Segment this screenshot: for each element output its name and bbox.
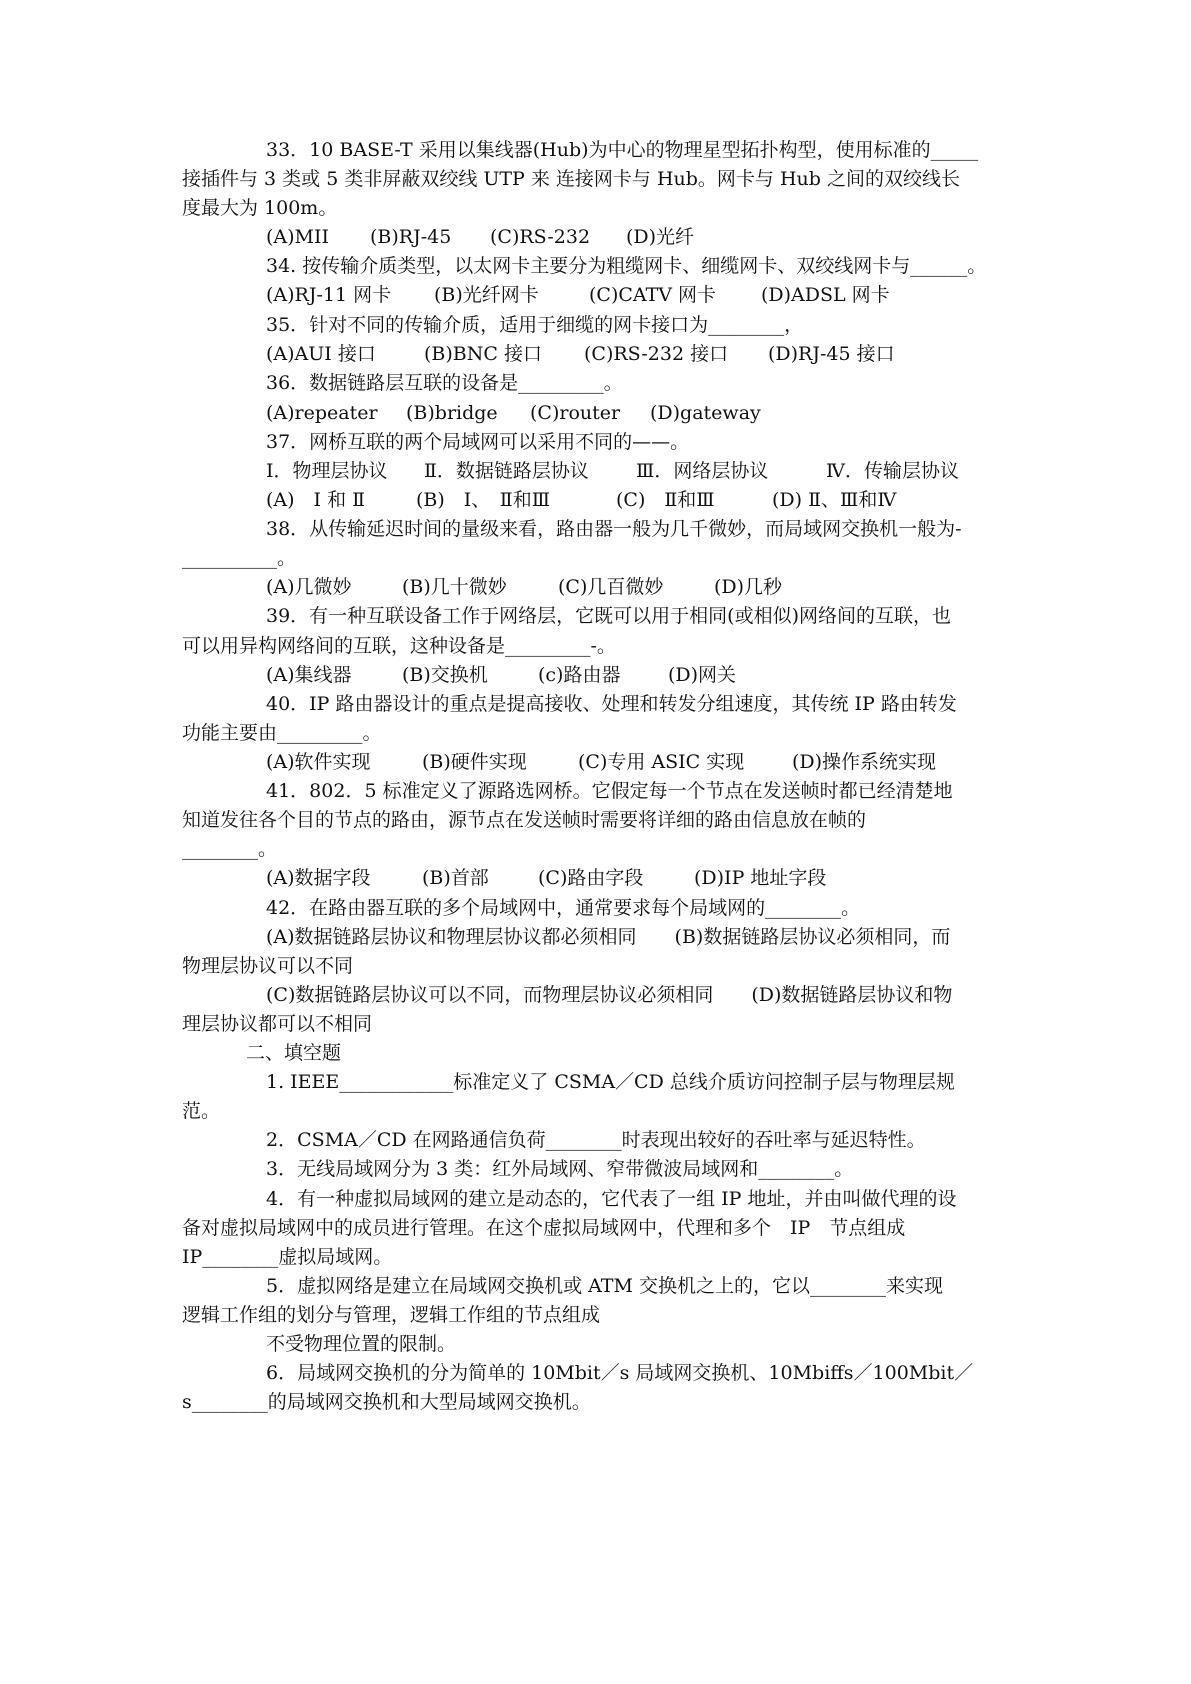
q40-line-2: 功能主要由_________。 (182, 722, 382, 744)
q41-line-2: 知道发往各个目的节点的路由，源节点在发送帧时需要将详细的路由信息放在帧的 (182, 809, 867, 831)
q37-line-1: 37．网桥互联的两个局域网可以采用不同的——。 (266, 431, 690, 453)
f1-line-1: 1. IEEE____________标准定义了 CSMA／CD 总线介质访问控制子层与物理层规 (266, 1071, 955, 1093)
q37-option-a: (A) I 和 Ⅱ (266, 489, 366, 511)
q40-options (266, 750, 1022, 774)
q42-option-cd-line-2: 理层协议都可以不相同 (182, 1013, 373, 1035)
q38-line-1: 38．从传输延迟时间的量级来看，路由器一般为几千微妙，而局域网交换机一般为- (266, 518, 962, 540)
q36-line-1: 36．数据链路层互联的设备是_________。 (266, 372, 623, 394)
q37-item-3: Ⅲ．网络层协议 (636, 460, 769, 482)
q40-option-a: (A)软件实现 (266, 751, 371, 773)
q37-item-1: I．物理层协议 (266, 460, 388, 482)
q35-option-c: (C)RS-232 接口 (584, 343, 729, 365)
f1-line-2: 范。 (182, 1100, 221, 1122)
q35-line-1: 35．针对不同的传输介质，适用于细缆的网卡接口为________， (266, 314, 804, 336)
q33-option-c: (C)RS-232 (490, 226, 591, 248)
q38-option-d: (D)几秒 (714, 576, 783, 598)
q41-option-c: (C)路由字段 (538, 867, 644, 889)
q39-line-1: 39．有一种互联设备工作于网络层，它既可以用于相同(或相似)网络间的互联，也 (266, 605, 952, 627)
q40-option-b: (B)硬件实现 (422, 751, 527, 773)
q36-option-c: (C)router (530, 402, 621, 424)
q38-option-a: (A)几微妙 (266, 576, 352, 598)
q34-option-d: (D)ADSL 网卡 (761, 284, 890, 306)
f4-line-3: IP________虚拟局域网。 (182, 1246, 393, 1268)
q42-option-cd-line-1: (C)数据链路层协议可以不同，而物理层协议必须相同 (D)数据链路层协议和物 (266, 984, 953, 1006)
q39-option-a: (A)集线器 (266, 664, 352, 686)
q42-option-ab-line-2: 物理层协议可以不同 (182, 955, 354, 977)
q41-options (266, 866, 1022, 890)
f5-line-2: 逻辑工作组的划分与管理，逻辑工作组的节点组成 (182, 1304, 601, 1326)
section-heading-fill-in: 二、填空题 (246, 1042, 342, 1064)
q37-item-2: Ⅱ．数据链路层协议 (424, 460, 589, 482)
q41-option-b: (B)首部 (422, 867, 489, 889)
q33-line-2: 接插件与 3 类或 5 类非屏蔽双绞线 UTP 来 连接网卡与 Hub。网卡与 Hub 之间的双绞线长 (182, 168, 960, 190)
f4-line-2: 备对虚拟局域网中的成员进行管理。在这个虚拟局域网中，代理和多个 IP 节点组成 (182, 1217, 906, 1239)
q33-line-1: 33．10 BASE-T 采用以集线器(Hub)为中心的物理星型拓扑构型，使用标准的_____ (266, 139, 979, 161)
q37-option-c: (C) Ⅱ和Ⅲ (616, 489, 715, 511)
q41-line-3: ________。 (182, 838, 278, 860)
f3-line-1: 3．无线局域网分为 3 类：红外局域网、窄带微波局域网和________。 (266, 1158, 854, 1180)
f6-line-1: 6．局域网交换机的分为简单的 10Mbit／s 局域网交换机、10Mbiffs／100Mbit／ (266, 1362, 974, 1384)
q36-option-b: (B)bridge (406, 402, 498, 424)
q38-option-b: (B)几十微妙 (402, 576, 507, 598)
q42-line-1: 42．在路由器互联的多个局域网中，通常要求每个局域网的________。 (266, 897, 861, 919)
q40-line-1: 40．IP 路由器设计的重点是提高接收、处理和转发分组速度，其传统 IP 路由转发 (266, 693, 957, 715)
q36-option-d: (D)gateway (650, 402, 761, 424)
f5-line-3: 不受物理位置的限制。 (266, 1333, 457, 1355)
q41-option-a: (A)数据字段 (266, 867, 371, 889)
q40-option-c: (C)专用 ASIC 实现 (578, 751, 745, 773)
q33-options (266, 225, 1022, 249)
q41-option-d: (D)IP 地址字段 (694, 867, 827, 889)
q33-line-3: 度最大为 100m。 (182, 197, 338, 219)
q39-option-d: (D)网关 (668, 664, 737, 686)
q34-option-b: (B)光纤网卡 (434, 284, 539, 306)
q37-options (266, 488, 1022, 512)
q37-items (266, 459, 1022, 483)
q39-option-c: (c)路由器 (538, 664, 621, 686)
f4-line-1: 4．有一种虚拟局域网的建立是动态的，它代表了一组 IP 地址，并由叫做代理的设 (266, 1188, 957, 1210)
q38-option-c: (C)几百微妙 (558, 576, 664, 598)
q37-option-b: (B) I、 Ⅱ和Ⅲ (416, 489, 551, 511)
q38-line-2: __________。 (182, 547, 297, 569)
q41-line-1: 41．802．5 标准定义了源路选网桥。它假定每一个节点在发送帧时都已经清楚地 (266, 780, 953, 802)
f5-line-1: 5．虚拟网络是建立在局域网交换机或 ATM 交换机之上的，它以________来实现 (266, 1275, 943, 1297)
q42-option-ab-line-1: (A)数据链路层协议和物理层协议都必须相同 (B)数据链路层协议必须相同，而 (266, 926, 951, 948)
q35-option-a: (A)AUI 接口 (266, 343, 376, 365)
f6-line-2: s________的局域网交换机和大型局域网交换机。 (182, 1391, 591, 1413)
q39-line-2: 可以用异构网络间的互联，这种设备是_________-。 (182, 635, 616, 657)
q40-option-d: (D)操作系统实现 (792, 751, 937, 773)
q39-options (266, 663, 1022, 687)
q33-option-a: (A)MII (266, 226, 330, 248)
q33-option-b: (B)RJ-45 (370, 226, 452, 248)
q33-option-d: (D)光纤 (626, 226, 695, 248)
f2-line-1: 2．CSMA／CD 在网路通信负荷________时表现出较好的吞吐率与延迟特性。 (266, 1129, 926, 1151)
q36-option-a: (A)repeater (266, 402, 378, 424)
q35-option-b: (B)BNC 接口 (424, 343, 542, 365)
q34-line-1: 34. 按传输介质类型，以太网卡主要分为粗缆网卡、细缆网卡、双绞线网卡与______。 (266, 255, 987, 277)
q38-options (266, 575, 1022, 599)
q34-options (266, 283, 1022, 307)
q39-option-b: (B)交换机 (402, 664, 488, 686)
q35-option-d: (D)RJ-45 接口 (768, 343, 895, 365)
q37-option-d: (D) Ⅱ、Ⅲ和Ⅳ (772, 489, 897, 511)
q34-option-a: (A)RJ-11 网卡 (266, 284, 392, 306)
q36-options (266, 401, 1022, 425)
q34-option-c: (C)CATV 网卡 (589, 284, 717, 306)
q35-options (266, 342, 1022, 366)
q37-item-4: Ⅳ．传输层协议 (826, 460, 959, 482)
